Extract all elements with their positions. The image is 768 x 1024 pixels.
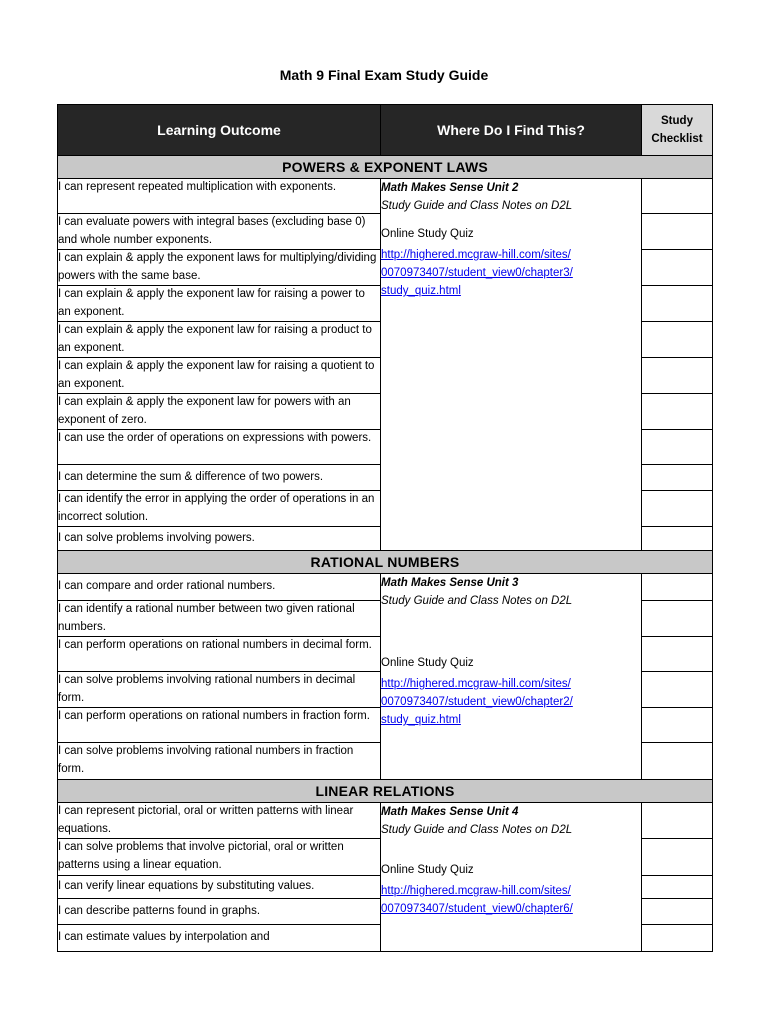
learning-outcome-cell: I can explain & apply the exponent law for powers with an exponent of zero. — [58, 394, 381, 430]
learning-outcome-cell: I can explain & apply the exponent law for raising a quotient to an exponent. — [58, 358, 381, 394]
learning-outcome-cell: I can describe patterns found in graphs. — [58, 899, 381, 925]
spacer — [381, 610, 641, 654]
section-header-row — [58, 551, 713, 574]
learning-outcome-cell: I can use the order of operations on expressions with powers. — [58, 430, 381, 465]
class-notes-text: Study Guide and Class Notes on D2L — [381, 200, 573, 212]
learning-outcome-cell: I can determine the sum & difference of two powers. — [58, 465, 381, 491]
section-title: LINEAR RELATIONS — [58, 780, 713, 803]
textbook-unit: Math Makes Sense Unit 3 — [381, 577, 519, 589]
document-title: Math 9 Final Exam Study Guide — [279, 67, 489, 83]
study-checklist-box[interactable] — [642, 465, 713, 491]
textbook-unit: Math Makes Sense Unit 4 — [381, 806, 519, 818]
learning-outcome-cell: I can identify a rational number between two given rational numbers. — [58, 601, 381, 637]
quiz-link[interactable]: http://highered.mcgraw-hill.com/sites/ — [381, 885, 571, 897]
learning-outcome-cell: I can identify the error in applying the order of operations in an incorrect solution. — [58, 491, 381, 527]
section-title: RATIONAL NUMBERS — [58, 551, 713, 574]
learning-outcome-cell: I can explain & apply the exponent law for raising a power to an exponent. — [58, 286, 381, 322]
study-checklist-box[interactable] — [642, 899, 713, 925]
learning-outcome-cell: I can represent pictorial, oral or written patterns with linear equations. — [58, 803, 381, 839]
resource-cell — [381, 179, 642, 551]
quiz-link[interactable]: 0070973407/student_view0/chapter6/ — [381, 903, 573, 915]
learning-outcome-cell: I can solve problems involving rational numbers in fraction form. — [58, 743, 381, 780]
study-checklist-box[interactable] — [642, 708, 713, 743]
quiz-link[interactable]: 0070973407/student_view0/chapter2/ — [381, 696, 573, 708]
study-checklist-box[interactable] — [642, 286, 713, 322]
study-checklist-box[interactable] — [642, 394, 713, 430]
learning-outcome-cell: I can explain & apply the exponent laws for multiplying/dividing powers with the same base. — [58, 250, 381, 286]
study-checklist-box[interactable] — [642, 925, 713, 952]
study-checklist-box[interactable] — [642, 322, 713, 358]
spacer — [381, 215, 641, 225]
study-checklist-box[interactable] — [642, 743, 713, 780]
study-checklist-box[interactable] — [642, 637, 713, 672]
study-checklist-box[interactable] — [642, 876, 713, 899]
learning-outcome-cell: I can solve problems involving rational numbers in decimal form. — [58, 672, 381, 708]
resource-cell — [381, 803, 642, 952]
quiz-link[interactable]: 0070973407/student_view0/chapter3/ — [381, 267, 573, 279]
study-checklist-box[interactable] — [642, 527, 713, 551]
header-learning-outcome: Learning Outcome — [58, 105, 381, 156]
study-guide-table — [57, 104, 713, 952]
online-study-quiz-label: Online Study Quiz — [381, 864, 474, 876]
table-row — [58, 803, 713, 839]
study-checklist-box[interactable] — [642, 430, 713, 465]
quiz-link[interactable]: study_quiz.html — [381, 285, 461, 297]
quiz-link[interactable]: http://highered.mcgraw-hill.com/sites/ — [381, 678, 571, 690]
section-title: POWERS & EXPONENT LAWS — [58, 156, 713, 179]
learning-outcome-cell: I can compare and order rational numbers. — [58, 574, 381, 601]
study-checklist-box[interactable] — [642, 491, 713, 527]
section-header-row — [58, 780, 713, 803]
learning-outcome-cell: I can represent repeated multiplication with exponents. — [58, 179, 381, 214]
learning-outcome-cell: I can explain & apply the exponent law for raising a product to an exponent. — [58, 322, 381, 358]
study-checklist-box[interactable] — [642, 250, 713, 286]
study-checklist-box[interactable] — [642, 574, 713, 601]
table-body — [58, 156, 713, 952]
spacer — [381, 839, 641, 861]
study-checklist-box[interactable] — [642, 601, 713, 637]
quiz-link[interactable]: http://highered.mcgraw-hill.com/sites/ — [381, 249, 571, 261]
header-study-checklist: Study Checklist — [642, 105, 713, 156]
header-row — [58, 105, 713, 156]
learning-outcome-cell: I can solve problems involving powers. — [58, 527, 381, 551]
study-checklist-box[interactable] — [642, 179, 713, 214]
online-study-quiz-label: Online Study Quiz — [381, 228, 474, 240]
header-where: Where Do I Find This? — [381, 105, 642, 156]
learning-outcome-cell: I can verify linear equations by substituting values. — [58, 876, 381, 899]
resource-cell — [381, 574, 642, 780]
learning-outcome-cell: I can evaluate powers with integral bases (excluding base 0) and whole number exponents. — [58, 214, 381, 250]
class-notes-text: Study Guide and Class Notes on D2L — [381, 824, 573, 836]
textbook-unit: Math Makes Sense Unit 2 — [381, 182, 519, 194]
study-checklist-box[interactable] — [642, 214, 713, 250]
table-row — [58, 179, 713, 214]
study-checklist-box[interactable] — [642, 672, 713, 708]
section-header-row — [58, 156, 713, 179]
learning-outcome-cell: I can perform operations on rational numbers in decimal form. — [58, 637, 381, 672]
online-study-quiz-label: Online Study Quiz — [381, 657, 474, 669]
table-row — [58, 574, 713, 601]
learning-outcome-cell: I can perform operations on rational numbers in fraction form. — [58, 708, 381, 743]
learning-outcome-cell: I can solve problems that involve pictorial, oral or written patterns using a linear equation. — [58, 839, 381, 876]
study-checklist-box[interactable] — [642, 358, 713, 394]
study-checklist-box[interactable] — [642, 803, 713, 839]
class-notes-text: Study Guide and Class Notes on D2L — [381, 595, 573, 607]
study-checklist-box[interactable] — [642, 839, 713, 876]
quiz-link[interactable]: study_quiz.html — [381, 714, 461, 726]
learning-outcome-cell: I can estimate values by interpolation and — [58, 925, 381, 952]
